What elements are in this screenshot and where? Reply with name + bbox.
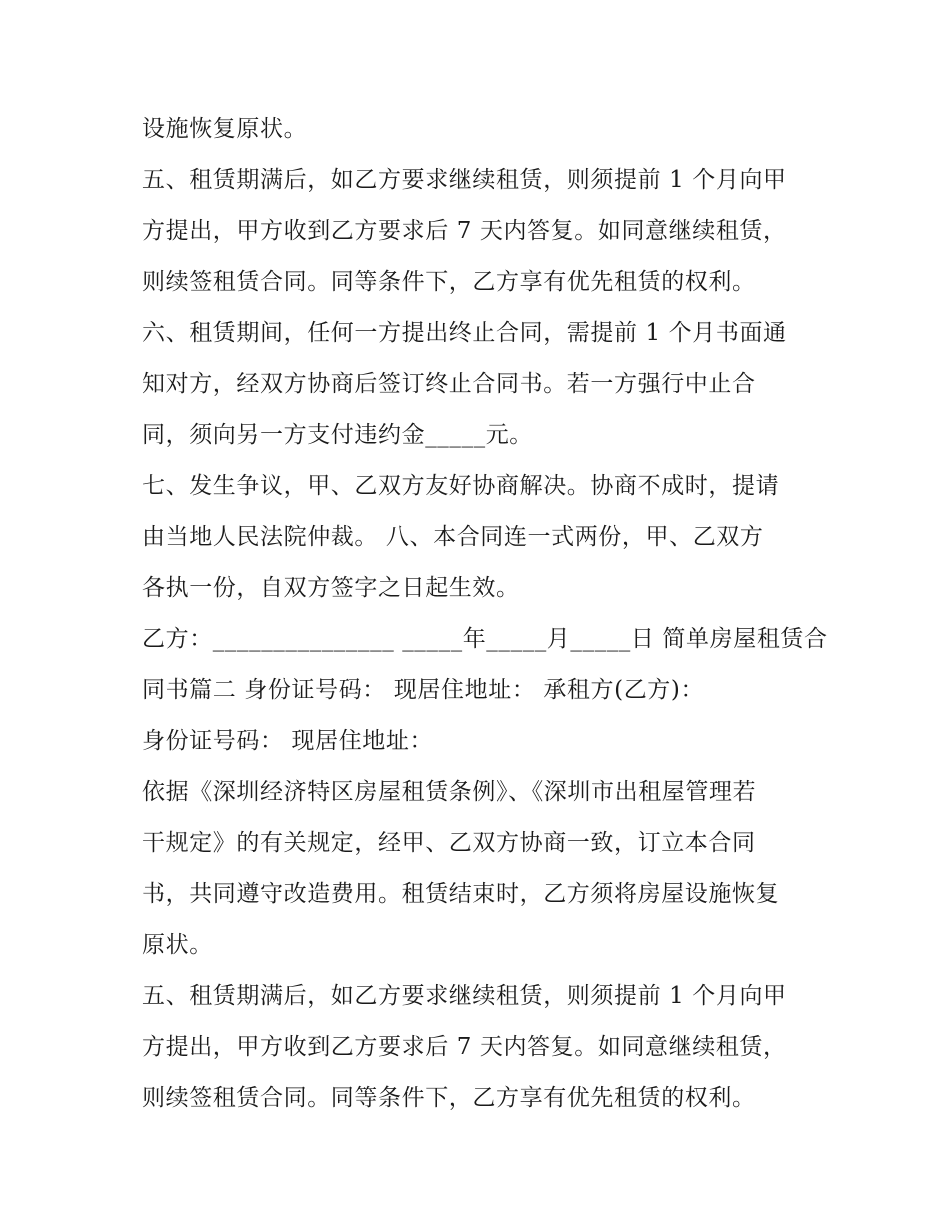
text-line: 干规定》的有关规定，经甲、乙双方协商一致，订立本合同 (142, 830, 756, 856)
text-line: 五、租赁期满后，如乙方要求继续租赁，则须提前 1 个月向甲 (142, 167, 787, 193)
text-line: 同书篇二 身份证号码： 现居住地址： 承租方(乙方)： (142, 677, 705, 703)
text-line: 身份证号码： 现居住地址： (142, 728, 434, 754)
text-line: 方提出，甲方收到乙方要求后 7 天内答复。如同意继续租赁， (142, 1034, 787, 1060)
text-line: 乙方：_______________ _____年_____月_____日 简单房屋租赁合 (142, 626, 828, 652)
text-line: 依据《深圳经济特区房屋租赁条例》、《深圳市出租屋管理若 (142, 779, 757, 805)
text-line: 则续签租赁合同。同等条件下，乙方享有优先租赁的权利。 (142, 269, 756, 295)
text-line: 五、租赁期满后，如乙方要求继续租赁，则须提前 1 个月向甲 (142, 983, 787, 1009)
text-line: 同，须向另一方支付违约金_____元。 (142, 422, 533, 448)
text-line: 七、发生争议，甲、乙双方友好协商解决。协商不成时，提请 (142, 473, 780, 499)
text-line: 各执一份，自双方签字之日起生效。 (142, 575, 520, 601)
text-line: 知对方，经双方协商后签订终止合同书。若一方强行中止合 (142, 371, 756, 397)
text-line: 书，共同遵守改造费用。租赁结束时，乙方须将房屋设施恢复 (142, 881, 780, 907)
text-line: 六、租赁期间，任何一方提出终止合同，需提前 1 个月书面通 (142, 320, 787, 346)
text-line: 设施恢复原状。 (142, 116, 308, 142)
text-line: 方提出，甲方收到乙方要求后 7 天内答复。如同意继续租赁， (142, 218, 787, 244)
text-line: 则续签租赁合同。同等条件下，乙方享有优先租赁的权利。 (142, 1085, 756, 1111)
text-line: 原状。 (142, 932, 213, 958)
text-line: 由当地人民法院仲裁。 八、本合同连一式两份，甲、乙双方 (142, 524, 764, 550)
